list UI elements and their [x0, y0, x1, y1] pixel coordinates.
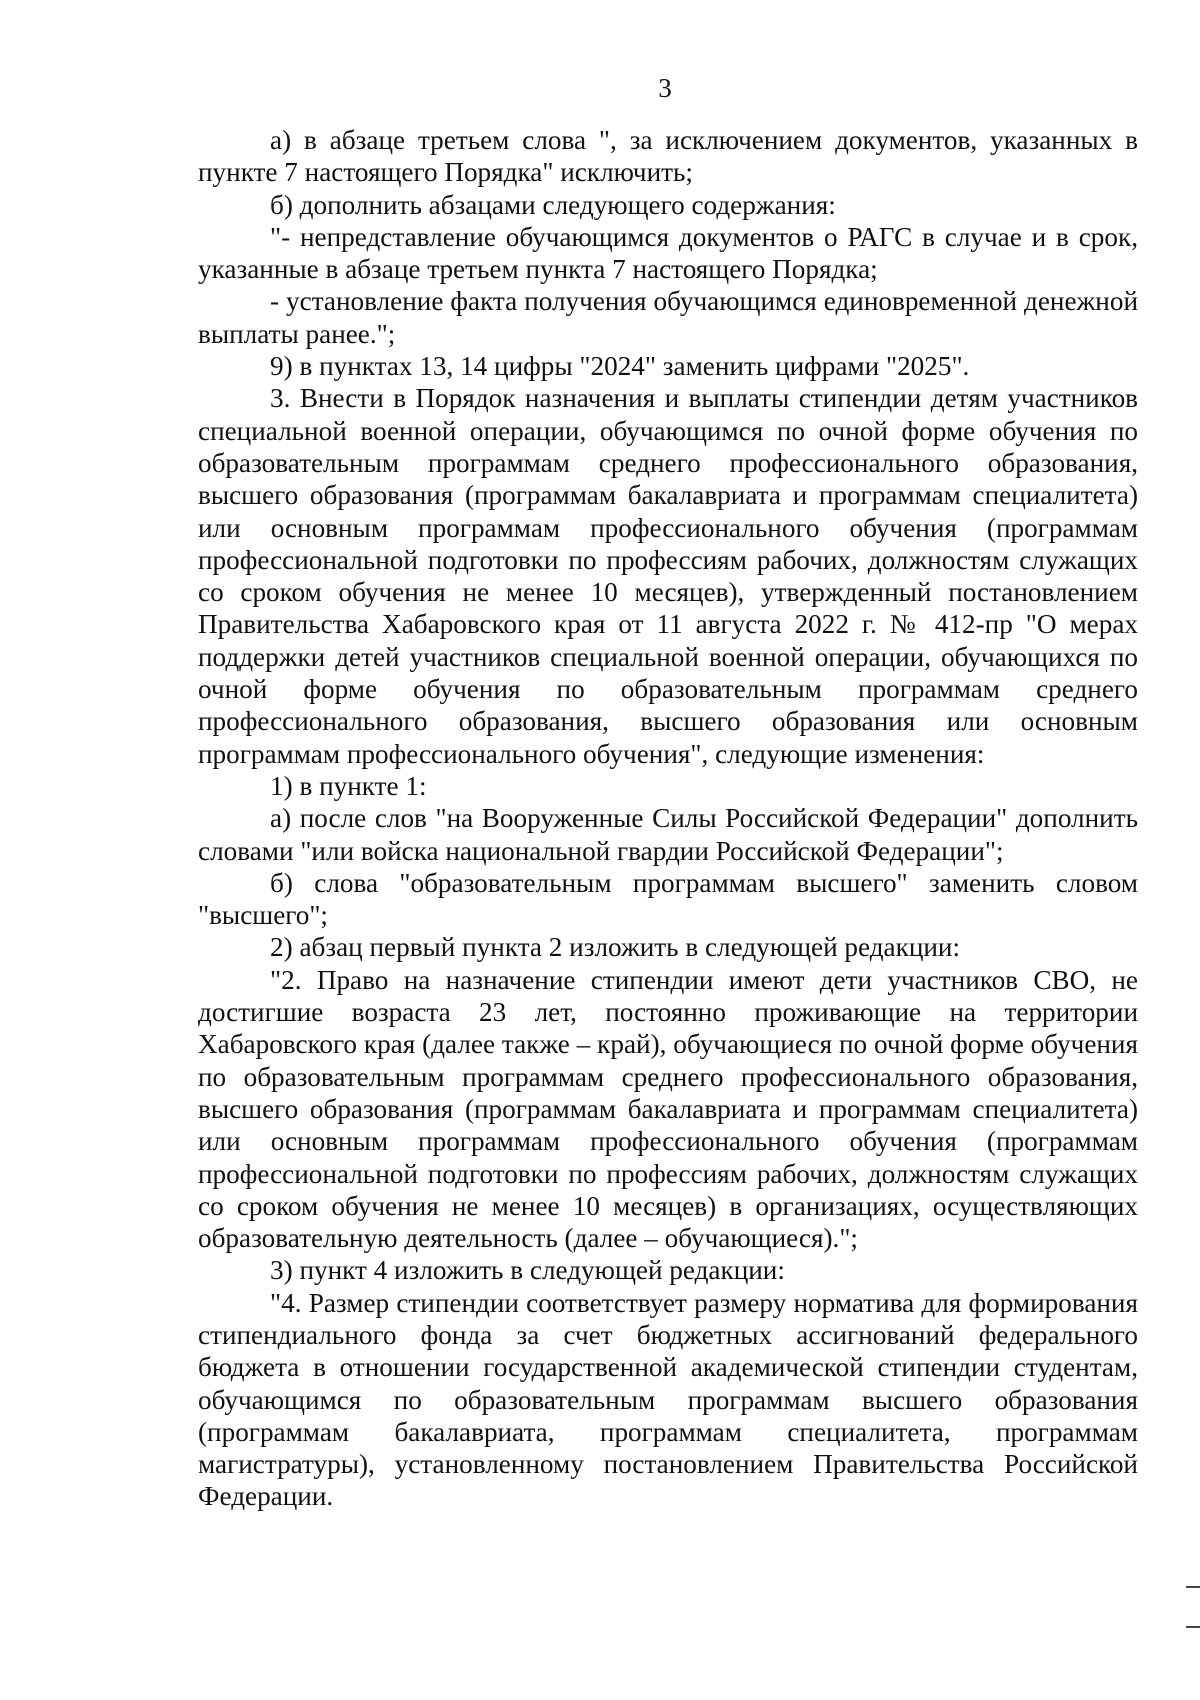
paragraph-point-1-b: б) слова "образовательным программам высшего" заменить словом "высшего";	[198, 867, 1138, 931]
paragraph-item-b: б) дополнить абзацами следующего содержания:	[270, 189, 836, 220]
paragraph-item-9: 9) в пунктах 13, 14 цифры "2024" заменить цифрами "2025".	[270, 351, 970, 382]
paragraph-point-3: 3) пункт 4 изложить в следующей редакции:	[270, 1255, 785, 1286]
paragraph-quote-payment-fact: - установление факта получения обучающимся единовременной денежной выплаты ранее.";	[198, 286, 1138, 349]
paragraph-quote-stipend-amount: "4. Размер стипендии соответствует размеру норматива для формирования стипендиального фонда за счет бюджетных ассигнований федерального бюджета в отношении государственной академической стипендии студентам, обучающимся по образовательным программам высшего образования (программам бакалавриата, программам специалитета, программам магистратуры), установленному постановлением Правительства Российской Федерации.	[198, 1287, 1138, 1512]
paragraph-item-a: а) в абзаце третьем слова ", за исключением документов, указанных в пункте 7 настоящего Порядка" исключить;	[198, 125, 1138, 188]
paragraph-quote-non-submission: "- непредставление обучающимся документов о РАГС в случае и в срок, указанные в абзаце третьем пункта 7 настоящего Порядка;	[198, 221, 1138, 285]
paragraph-point-1-a: а) после слов "на Вооруженные Силы Российской Федерации" дополнить словами "или войска национальной гвардии Российской Федерации";	[198, 803, 1138, 866]
paragraph-point-2: 2) абзац первый пункта 2 изложить в следующей редакции:	[270, 932, 961, 963]
document-body	[198, 124, 1138, 1513]
paragraph-section-3: 3. Внести в Порядок назначения и выплаты стипендии детям участников специальной военной операции, обучающимся по очной форме обучения по образовательным программам среднего профессионального образования, высшего образования (программам бакалавриата и программам специалитета) или основным программам профессионального обучения (программам профессиональной подготовки по профессиям рабочих, должностям служащих со сроком обучения не менее 10 месяцев), утвержденный постановлением Правительства Хабаровского края от 11 августа 2022 г. № 412-пр "О мерах поддержки детей участников специальной военной операции, обучающихся по очной форме обучения по образовательным программам среднего профессионального образования, высшего образования или основным программам профессионального обучения", следующие изменения:	[198, 383, 1138, 769]
scan-edge-mark	[1186, 1586, 1200, 1588]
paragraph-quote-right-to-stipend: "2. Право на назначение стипендии имеют дети участников СВО, не достигшие возраста 23 лет, постоянно проживающие на территории Хабаровского края (далее также – край), обучающиеся по очной форме обучения по образовательным программам среднего профессионального образования, высшего образования (программам бакалавриата и программам специалитета) или основным программам профессионального обучения (программам профессиональной подготовки по профессиям рабочих, должностям служащих со сроком обучения не менее 10 месяцев) в организациях, осуществляющих образовательную деятельность (далее – обучающиеся).";	[198, 964, 1138, 1254]
paragraph-point-1: 1) в пункте 1:	[270, 770, 427, 801]
scan-edge-mark	[1186, 1626, 1200, 1628]
page-number: 3	[658, 73, 672, 103]
